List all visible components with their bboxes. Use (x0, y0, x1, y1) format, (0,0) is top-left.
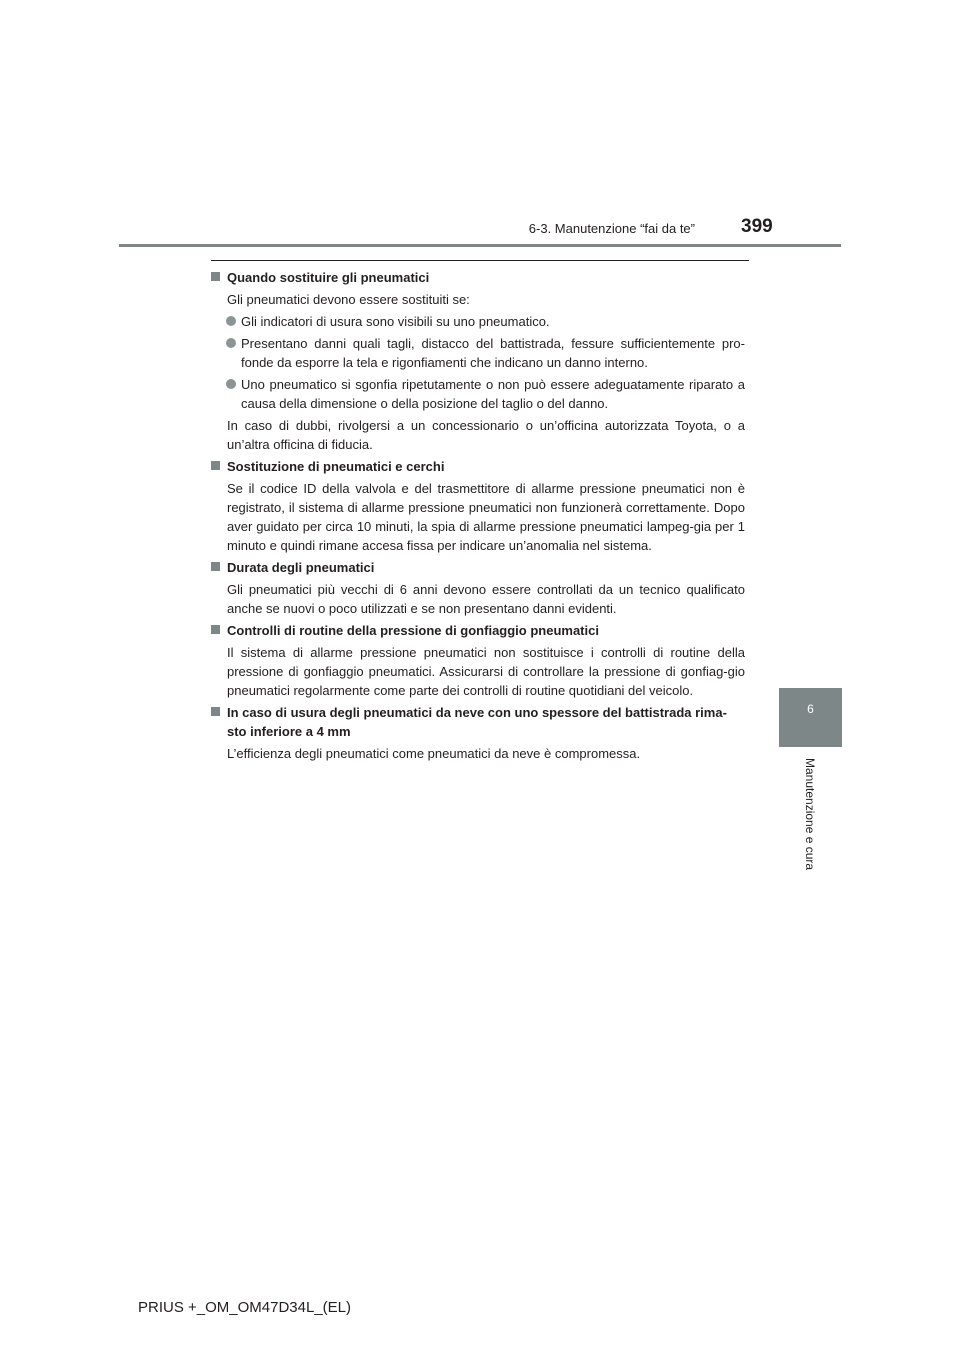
section-heading-text: Durata degli pneumatici (227, 560, 375, 575)
section-heading (211, 457, 745, 476)
section-heading-text: In caso di usura degli pneumatici da neve con uno spessore del battistrada rima-sto inferiore a 4 mm (227, 705, 727, 739)
section-routine-checks (211, 621, 745, 700)
list-item (211, 312, 745, 331)
chapter-tab (779, 688, 842, 747)
list-item-text: Gli indicatori di usura sono visibili su uno pneumatico. (241, 314, 550, 329)
circle-bullet-icon (226, 379, 236, 389)
square-bullet-icon (211, 707, 220, 716)
circle-bullet-icon (226, 338, 236, 348)
section-when-to-replace (211, 268, 745, 454)
section-snow-tire-wear (211, 703, 745, 763)
square-bullet-icon (211, 625, 220, 634)
section-heading-text: Controlli di routine della pressione di gonfiaggio pneumatici (227, 623, 599, 638)
square-bullet-icon (211, 272, 220, 281)
header-divider (119, 244, 841, 247)
page-number: 399 (741, 216, 773, 237)
section-heading (211, 621, 745, 640)
list-item (211, 334, 745, 372)
chapter-tab-number: 6 (807, 702, 814, 716)
section-body: Il sistema di allarme pressione pneumatici non sostituisce i controlli di routine della pressione di gonfiaggio pneumatici. Assicurarsi di controllare la pressione di gonfiag-gio pneumatici regolarmente come parte dei controlli di routine quotidiani del veicolo. (227, 645, 745, 698)
section-outro: In caso di dubbi, rivolgersi a un concessionario o un’officina autorizzata Toyota, o a un’altra officina di fiducia. (227, 418, 745, 452)
list-item-text: Uno pneumatico si sgonfia ripetutamente o non può essere adeguatamente riparato a causa della dimensione o della posizione del taglio o del danno. (241, 377, 745, 411)
section-heading (211, 558, 745, 577)
section-intro: Gli pneumatici devono essere sostituiti se: (227, 292, 470, 307)
list-item-text: Presentano danni quali tagli, distacco del battistrada, fessure sufficientemente pro-fonde da esporre la tela e rigonfiamenti che indicano un danno interno. (241, 336, 745, 370)
square-bullet-icon (211, 562, 220, 571)
section-body: Se il codice ID della valvola e del trasmettitore di allarme pressione pneumatici non è registrato, il sistema di allarme pressione pneumatici non funzionerà correttamente. Dopo aver guidato per circa 10 minuti, la spia di allarme pressione pneumatici lampeg-gia per 1 minuto e quindi rimane accesa fissa per indicare un’anomalia nel sistema. (227, 481, 745, 553)
section-body: Gli pneumatici più vecchi di 6 anni devono essere controllati da un tecnico qualificato anche se nuovi o poco utilizzati e se non presentano danni evidenti. (227, 582, 745, 616)
footer-doc-id: PRIUS +_OM_OM47D34L_(EL) (138, 1299, 352, 1316)
section-heading-text: Quando sostituire gli pneumatici (227, 270, 430, 285)
square-bullet-icon (211, 461, 220, 470)
chapter-tab-label: Manutenzione e cura (803, 758, 817, 871)
list-item (211, 375, 745, 413)
content-body (211, 268, 745, 766)
section-body: L’efficienza degli pneumatici come pneumatici da neve è compromessa. (227, 746, 641, 761)
circle-bullet-icon (226, 316, 236, 326)
content-divider (211, 260, 749, 261)
header-section-title: 6-3. Manutenzione “fai da te” (528, 221, 695, 236)
section-heading-text: Sostituzione di pneumatici e cerchi (227, 459, 445, 474)
section-tire-life (211, 558, 745, 618)
section-heading (211, 703, 745, 741)
section-heading (211, 268, 745, 287)
section-tire-wheel-replacement (211, 457, 745, 555)
